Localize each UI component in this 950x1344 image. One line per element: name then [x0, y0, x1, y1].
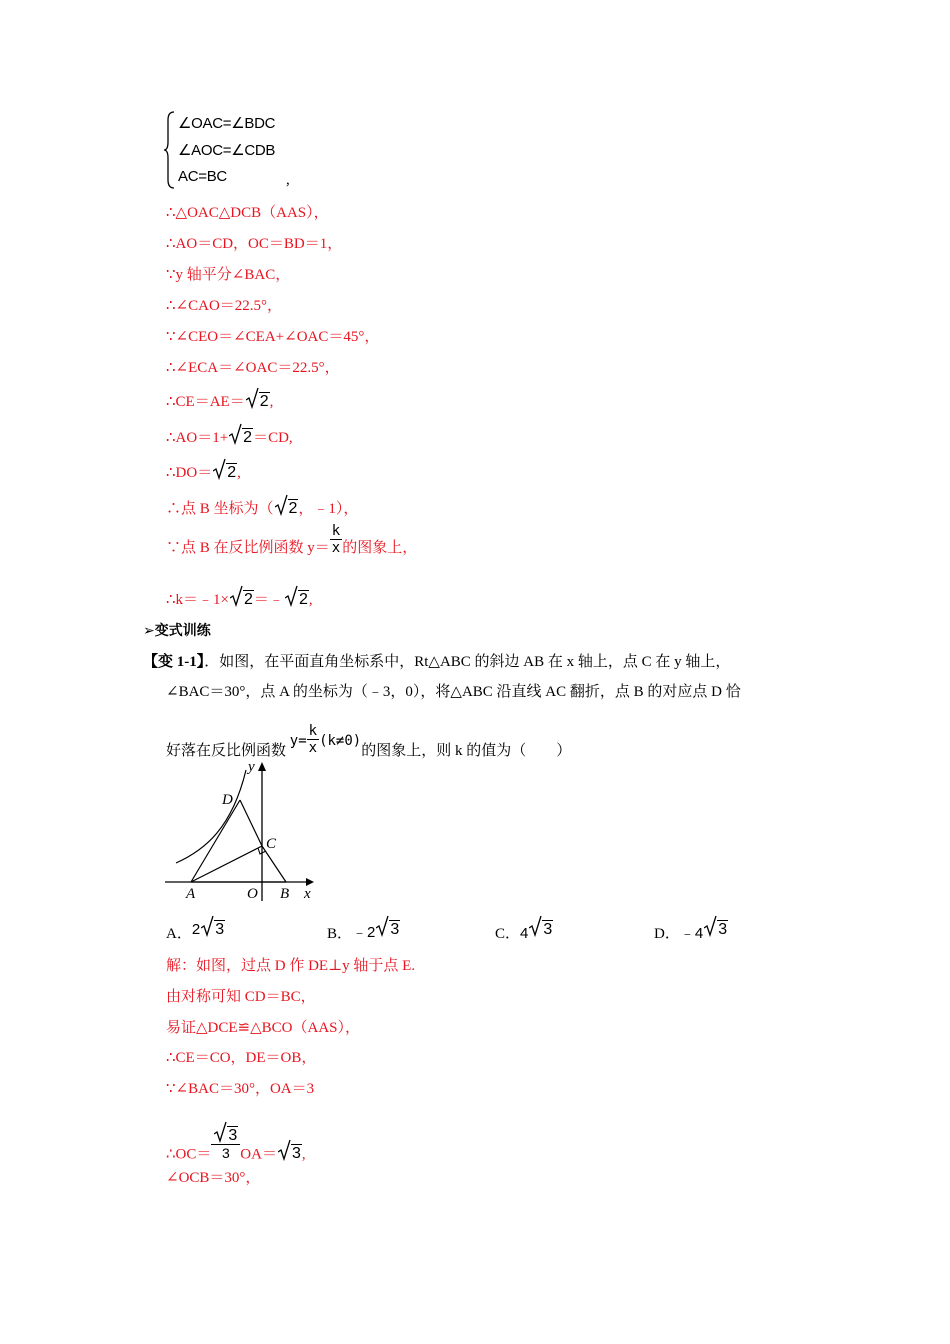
option-d[interactable]: D．﹣4 3: [654, 922, 728, 943]
option-c[interactable]: C．4 3: [495, 922, 553, 943]
solution-line-5: ∵∠BAC＝30°，OA＝3: [166, 1081, 315, 1097]
sqrt-2: 2: [213, 464, 237, 482]
fraction-k-over-x: $\frac{k}{x}$: [308, 723, 318, 756]
label-D: D: [222, 792, 233, 808]
equation-row-2: ∠AOC=∠CDB: [178, 142, 276, 159]
fraction-k-over-x: $\frac{k}{x}$: [331, 523, 341, 557]
sqrt-3: 3: [376, 921, 400, 939]
sqrt-2: 2: [229, 429, 253, 447]
sqrt-2: 2: [275, 500, 299, 518]
coordinate-figure: [160, 756, 320, 906]
label-A: A: [186, 886, 196, 902]
proof-line-11: ∵点 B 在反比例函数 y＝ $\frac{k}{x}$ 的图象上，: [166, 523, 418, 557]
proof-line-9: ∴DO＝ 2,: [166, 461, 241, 482]
x-axis-arrow-icon: [306, 878, 314, 886]
segment-DC: [240, 800, 262, 846]
proof-line-7: ∴CE＝AE＝ 2,: [166, 390, 273, 411]
option-b[interactable]: B．﹣2 3: [327, 922, 400, 943]
proof-line-1: ∴△OAC△DCB（AAS），: [166, 205, 329, 221]
label-y: y: [248, 759, 255, 775]
problem-tag: 【变 1-1】: [143, 654, 205, 670]
option-a[interactable]: A．2 3: [166, 922, 225, 943]
sqrt-2: 2: [285, 591, 309, 609]
sqrt-3: 3: [201, 921, 225, 939]
sqrt-2: 2: [230, 591, 254, 609]
fraction-sqrt3-over-3: $\frac{3}{3}$: [211, 1121, 240, 1161]
label-x: x: [304, 886, 311, 902]
solution-line-2: 由对称可知 CD＝BC，: [166, 989, 316, 1005]
problem-line-2: ∠BAC＝30°，点 A 的坐标为（﹣3，0），将△ABC 沿直线 AC 翻折，点 B 的对应点 D 恰: [166, 684, 741, 700]
sqrt-3: 3: [214, 1127, 238, 1144]
sqrt-3: 3: [278, 1145, 302, 1163]
problem-line-3: 好落在反比例函数 y= $\frac{k}{x}$ (k≠0)的图象上，则 k 的值为（ ）: [166, 723, 572, 759]
left-brace: [164, 110, 176, 190]
solution-line-7: ∠OCB＝30°，: [166, 1170, 261, 1186]
equation-system: [164, 110, 304, 190]
label-B: B: [280, 886, 290, 902]
equation-row-1: ∠OAC=∠BDC: [178, 115, 276, 132]
sqrt-3: 3: [529, 921, 553, 939]
section-heading: ➢变式训练: [143, 623, 211, 639]
label-O: O: [247, 886, 258, 902]
solution-line-4: ∴CE＝CO，DE＝OB，: [166, 1050, 317, 1066]
solution-line-1: 解：如图，过点 D 作 DE⊥y 轴于点 E.: [166, 958, 416, 974]
solution-line-3: 易证△DCE≌△BCO（AAS），: [166, 1020, 360, 1036]
label-C: C: [266, 836, 277, 852]
proof-line-4: ∴∠CAO＝22.5°，: [166, 298, 283, 314]
proof-line-5: ∵∠CEO＝∠CEA+∠OAC＝45°，: [166, 329, 380, 345]
solution-line-6: ∴OC＝ $\frac{3}{3}$ OA＝ 3,: [166, 1135, 306, 1175]
equation-trailing-comma: ,: [286, 172, 290, 188]
problem-line-1: 【变 1-1】．如图，在平面直角坐标系中，Rt△ABC 的斜边 AB 在 x 轴上，点 C 在 y 轴上，: [143, 654, 731, 670]
proof-line-2: ∴AO＝CD，OC＝BD＝1，: [166, 236, 343, 252]
arrow-bullet-icon: ➢: [143, 623, 155, 639]
proof-line-3: ∵y 轴平分∠BAC，: [166, 267, 291, 283]
proof-line-10: ∴点 B 坐标为（ 2，﹣1），: [166, 497, 358, 518]
sqrt-3: 3: [704, 921, 728, 939]
equation-row-3: AC=BC: [178, 168, 227, 185]
proof-line-6: ∴∠ECA＝∠OAC＝22.5°，: [166, 360, 340, 376]
proof-line-12: ∴k＝﹣1× 2＝﹣ 2,: [166, 588, 313, 609]
y-axis-arrow-icon: [258, 762, 266, 771]
sqrt-2: 2: [246, 393, 270, 411]
proof-line-8: ∴AO＝1+ 2＝CD,: [166, 426, 293, 447]
